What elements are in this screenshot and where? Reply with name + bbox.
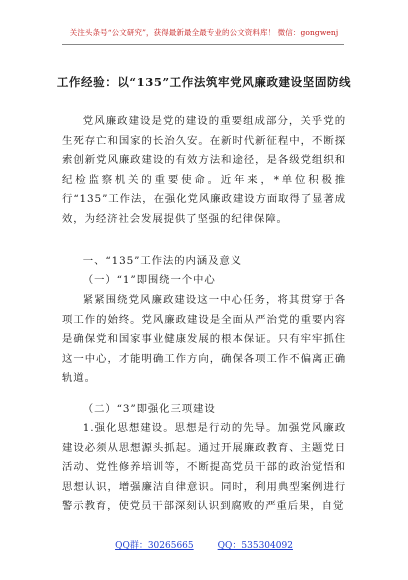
subsection-heading-1: （一）“1”即围绕一个中心 [82, 274, 216, 286]
paragraph-ideology: 1.强化思想建设。思想是行动的先导。加强党风廉政建设必须从思想源头抓起。通过开展廉政教育、主题党日活动、党性修养培训等，不断提高党员干部的政治觉悟和思想认识，增强廉洁自律意识。同时，利用典型案例进行警示教育，使党员干部深刻认识到腐败的严重后果，自觉 [62, 422, 346, 512]
qq-group-link[interactable]: QQ群：30265665 [115, 541, 194, 551]
section-heading-1: 一、“135”工作法的内涵及意义 [82, 255, 242, 267]
header-divider [62, 44, 344, 45]
footer-contact [0, 538, 408, 551]
header-note: 关注头条号“公文研究”，获得最新最全最专业的公文资料库！ 微信：gongwenj [69, 28, 339, 37]
document-title: 工作经验：以“135”工作法筑牢党风廉政建设坚固防线 [56, 75, 352, 89]
subsection-heading-2: （二）“3”即强化三项建设 [82, 403, 216, 415]
qq-contact-link[interactable]: QQ：535304092 [217, 541, 293, 551]
intro-paragraph: 党风廉政建设是党的建设的重要组成部分，关乎党的生死存亡和国家的长治久安。在新时代新征程中，不断探索创新党风廉政建设的有效方法和途径，是各级党组织和纪检监察机关的重要使命。近年来，*单位积极推行“135”工作法，在强化党风廉政建设方面取得了显著成效，为经济社会发展提供了坚强的纪律保障。 [62, 115, 346, 225]
paragraph-center: 紧紧围绕党风廉政建设这一中心任务，将其贯穿于各项工作的始终。党风廉政建设是全面从严治党的重要内容是确保党和国家事业健康发展的根本保证。只有牢牢抓住这一中心，才能明确工作方向，确保各项工作不偏离正确轨道。 [62, 294, 346, 384]
